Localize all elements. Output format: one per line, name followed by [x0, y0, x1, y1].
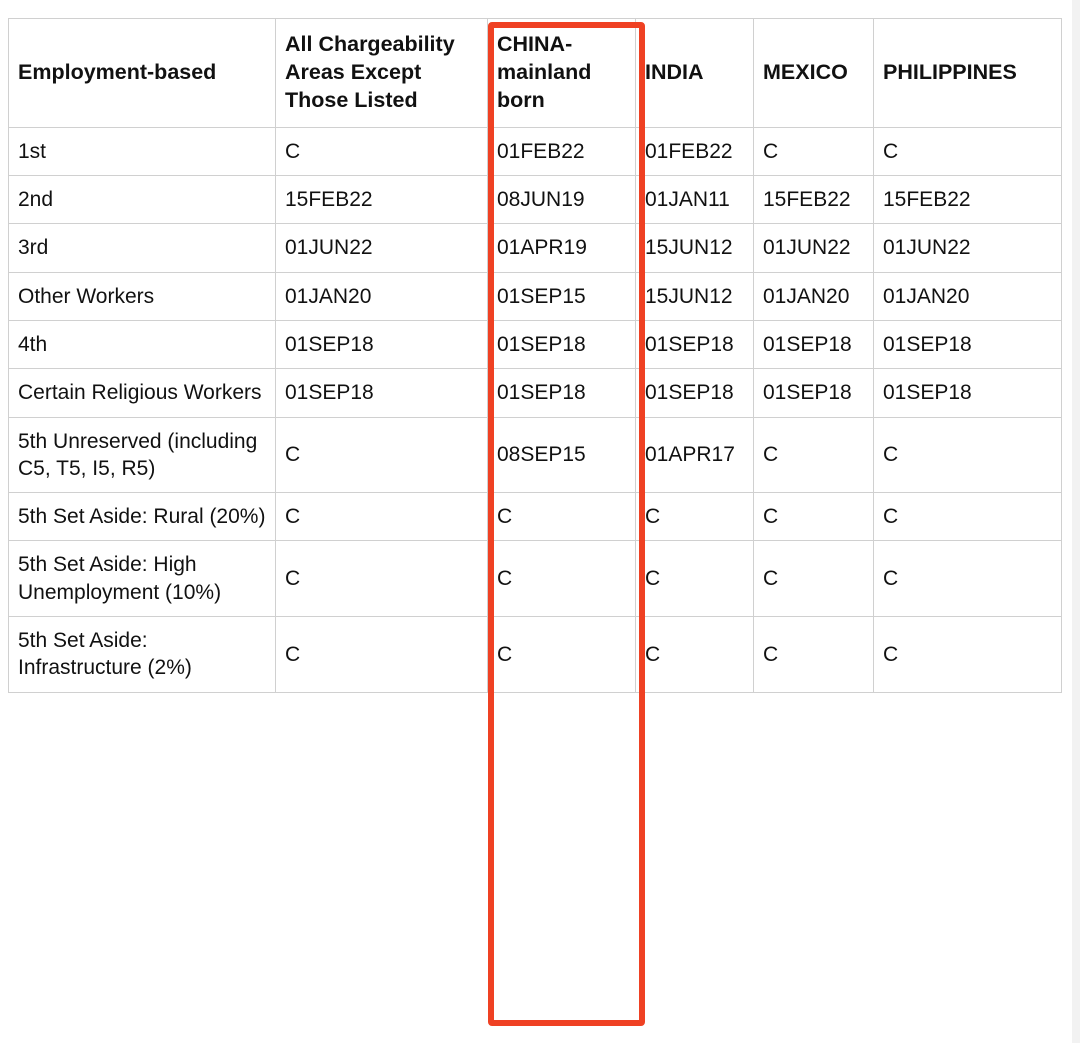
- column-header-india: INDIA: [636, 19, 754, 128]
- column-header-philippines: PHILIPPINES: [874, 19, 1062, 128]
- cell-all-areas: 15FEB22: [276, 176, 488, 224]
- cell-all-areas: C: [276, 417, 488, 493]
- cell-china: 01SEP18: [488, 369, 636, 417]
- cell-india: 01SEP18: [636, 321, 754, 369]
- cell-china: C: [488, 617, 636, 693]
- cell-philippines: C: [874, 417, 1062, 493]
- table-row: [9, 127, 1062, 175]
- cell-china: 01SEP15: [488, 272, 636, 320]
- cell-mexico: 01JUN22: [754, 224, 874, 272]
- cell-china: 01FEB22: [488, 127, 636, 175]
- cell-philippines: C: [874, 493, 1062, 541]
- row-label: 3rd: [9, 224, 276, 272]
- page-top-edge: [0, 0, 1080, 8]
- cell-india: C: [636, 617, 754, 693]
- table-header-row: [9, 19, 1062, 128]
- cell-india: 01JAN11: [636, 176, 754, 224]
- cell-mexico: 15FEB22: [754, 176, 874, 224]
- cell-mexico: C: [754, 417, 874, 493]
- table-row: [9, 272, 1062, 320]
- cell-all-areas: 01JAN20: [276, 272, 488, 320]
- cell-mexico: C: [754, 617, 874, 693]
- row-label: 4th: [9, 321, 276, 369]
- table-row: [9, 321, 1062, 369]
- row-label: Certain Religious Workers: [9, 369, 276, 417]
- cell-all-areas: C: [276, 127, 488, 175]
- cell-mexico: 01SEP18: [754, 321, 874, 369]
- cell-india: 01FEB22: [636, 127, 754, 175]
- cell-china: C: [488, 493, 636, 541]
- table-row: [9, 541, 1062, 617]
- row-label: 2nd: [9, 176, 276, 224]
- column-header-employment-based: Employment-based: [9, 19, 276, 128]
- cell-mexico: C: [754, 493, 874, 541]
- row-label: 5th Set Aside: Infrastructure (2%): [9, 617, 276, 693]
- cell-all-areas: 01JUN22: [276, 224, 488, 272]
- table-body: [9, 127, 1062, 692]
- cell-philippines: C: [874, 127, 1062, 175]
- table-row: [9, 417, 1062, 493]
- cell-india: 15JUN12: [636, 272, 754, 320]
- table-row: [9, 617, 1062, 693]
- cell-mexico: 01SEP18: [754, 369, 874, 417]
- cell-india: 01APR17: [636, 417, 754, 493]
- table-header: [9, 19, 1062, 128]
- column-header-china-mainland-born: CHINA-mainland born: [488, 19, 636, 128]
- cell-mexico: C: [754, 127, 874, 175]
- cell-philippines: C: [874, 617, 1062, 693]
- row-label: 5th Unreserved (including C5, T5, I5, R5): [9, 417, 276, 493]
- cell-philippines: 01JAN20: [874, 272, 1062, 320]
- table-row: [9, 176, 1062, 224]
- table-row: [9, 369, 1062, 417]
- table-row: [9, 224, 1062, 272]
- cell-india: C: [636, 493, 754, 541]
- row-label: 5th Set Aside: High Unemployment (10%): [9, 541, 276, 617]
- cell-philippines: 01SEP18: [874, 321, 1062, 369]
- cell-china: 01APR19: [488, 224, 636, 272]
- cell-all-areas: 01SEP18: [276, 321, 488, 369]
- cell-mexico: 01JAN20: [754, 272, 874, 320]
- cell-china: 08JUN19: [488, 176, 636, 224]
- column-header-mexico: MEXICO: [754, 19, 874, 128]
- cell-india: C: [636, 541, 754, 617]
- cell-india: 01SEP18: [636, 369, 754, 417]
- visa-bulletin-table-wrap: [8, 18, 1064, 693]
- row-label: 1st: [9, 127, 276, 175]
- cell-india: 15JUN12: [636, 224, 754, 272]
- cell-all-areas: 01SEP18: [276, 369, 488, 417]
- column-header-all-chargeability-areas: All Chargeability Areas Except Those Listed: [276, 19, 488, 128]
- table-row: [9, 493, 1062, 541]
- cell-philippines: C: [874, 541, 1062, 617]
- cell-china: 01SEP18: [488, 321, 636, 369]
- cell-all-areas: C: [276, 493, 488, 541]
- cell-china: C: [488, 541, 636, 617]
- cell-philippines: 01SEP18: [874, 369, 1062, 417]
- cell-all-areas: C: [276, 541, 488, 617]
- page-right-edge: [1072, 0, 1080, 1043]
- cell-mexico: C: [754, 541, 874, 617]
- cell-philippines: 01JUN22: [874, 224, 1062, 272]
- cell-philippines: 15FEB22: [874, 176, 1062, 224]
- visa-bulletin-table: [8, 18, 1062, 693]
- row-label: Other Workers: [9, 272, 276, 320]
- cell-all-areas: C: [276, 617, 488, 693]
- row-label: 5th Set Aside: Rural (20%): [9, 493, 276, 541]
- cell-china: 08SEP15: [488, 417, 636, 493]
